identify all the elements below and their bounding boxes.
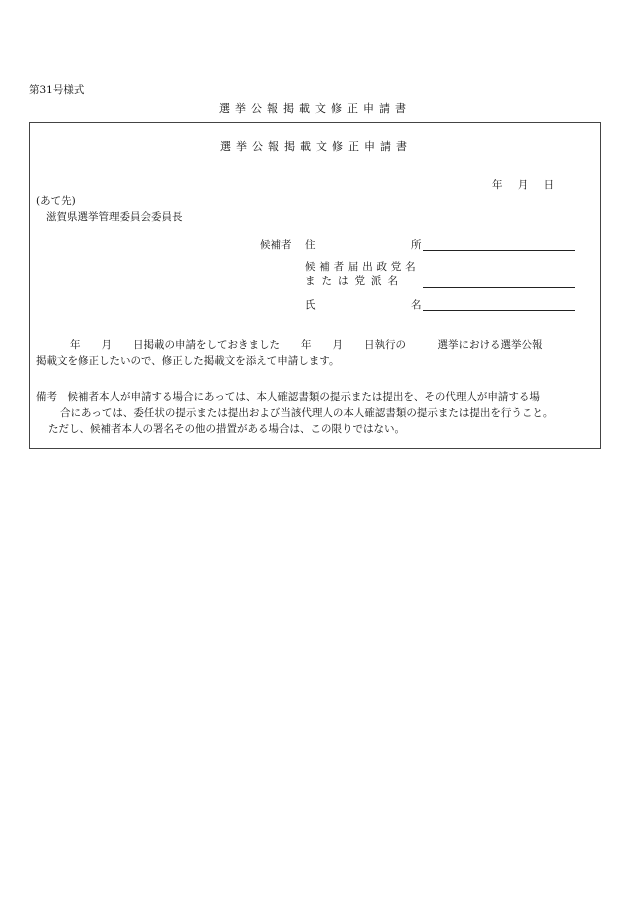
remarks-line2: 合にあっては、委任状の提示または提出および当該代理人の本人確認書類の提示または提出を行うこと。 — [60, 407, 554, 419]
request-statement — [36, 337, 598, 369]
address-label-end: 所 — [411, 239, 422, 251]
name-label-start: 氏 — [305, 299, 316, 311]
candidate-label: 候補者 — [260, 239, 292, 251]
recipient-name: 滋賀県選挙管理委員会委員長 — [46, 211, 183, 223]
request-statement-line2: 掲載文を修正したいので、修正した掲載文を添えて申請します。 — [36, 355, 340, 367]
party-label-line1: 候補者届出政党名 — [305, 261, 420, 273]
date-line: 年 月 日 — [492, 179, 555, 191]
form-number: 第31号様式 — [29, 84, 85, 96]
address-field[interactable] — [423, 250, 575, 251]
form-box — [29, 122, 601, 449]
document-title: 選挙公報掲載文修正申請書 — [219, 102, 411, 115]
address-label-start: 住 — [305, 239, 316, 251]
remarks-line3: ただし、候補者本人の署名その他の措置がある場合は、この限りではない。 — [48, 423, 405, 435]
party-field[interactable] — [423, 287, 575, 288]
name-label-end: 名 — [411, 299, 422, 311]
form-title: 選挙公報掲載文修正申請書 — [220, 140, 412, 153]
remarks-note — [36, 389, 602, 437]
remarks-line1: 備考 候補者本人が申請する場合にあっては、本人確認書類の提示または提出を、その代理人が申請する場 — [36, 391, 540, 403]
request-statement-line1: 年 月 日掲載の申請をしておきました 年 月 日執行の 選挙における選挙公報 — [70, 339, 543, 351]
party-label-line2: または党派名 — [305, 275, 404, 287]
name-field[interactable] — [423, 310, 575, 311]
addressee-label: (あて先) — [36, 195, 76, 207]
